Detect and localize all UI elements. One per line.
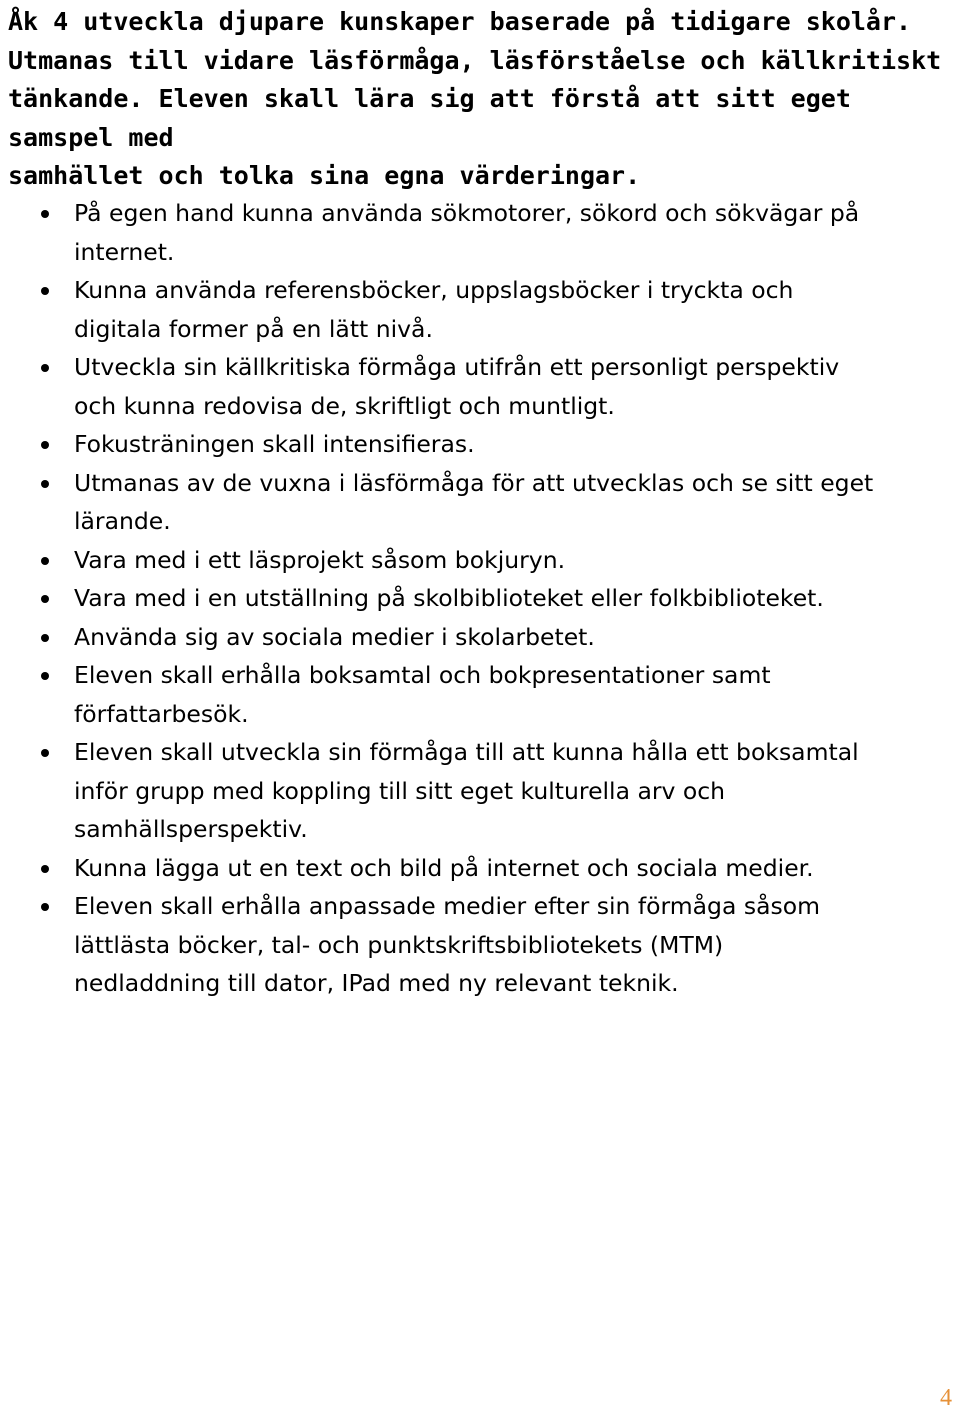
list-item-text: Eleven skall utveckla sin förmåga till att kunna hålla ett boksamtal inför grupp med koppling till sitt eget kulturella arv och samhällsperspektiv.: [74, 738, 859, 843]
bullet-icon: [41, 749, 49, 757]
list-item: [0, 656, 960, 733]
bullet-icon: [41, 441, 49, 449]
list-item-text: Vara med i en utställning på skolbiblioteket eller folkbiblioteket.: [74, 584, 824, 612]
page-number: 4: [940, 1385, 952, 1411]
list-item-text: Utmanas av de vuxna i läsförmåga för att utvecklas och se sitt eget lärande.: [74, 468, 874, 535]
list-item: [0, 733, 960, 849]
list-item-text: Fokusträningen skall intensifieras.: [74, 430, 475, 458]
intro-paragraph: Åk 4 utveckla djupare kunskaper baserade på tidigare skolår. Utmanas till vidare läsförmåga, läsförståelse och källkritiskt tänkande. Eleven skall lära sig att förstå att sitt eget samspel med samhället och tolka sina egna värderingar.: [8, 7, 942, 190]
bullet-icon: [41, 210, 49, 218]
bullet-icon: [41, 634, 49, 642]
bullet-icon: [41, 557, 49, 565]
list-item: [0, 618, 960, 657]
list-item: [0, 271, 960, 348]
bullet-icon: [41, 287, 49, 295]
list-item-text: Kunna använda referensböcker, uppslagsböcker i tryckta och digitala former på en lätt nivå.: [74, 276, 794, 343]
list-item: [0, 425, 960, 464]
list-item-text: Använda sig av sociala medier i skolarbetet.: [74, 622, 595, 651]
list-item: [0, 194, 960, 271]
list-item: [0, 464, 960, 541]
list-item-text: Kunna lägga ut en text och bild på internet och sociala medier.: [74, 853, 814, 882]
goal-list: [0, 194, 960, 1003]
list-item: [0, 887, 960, 1003]
list-item: [0, 849, 960, 888]
list-item-text: Eleven skall erhålla boksamtal och bokpresentationer samt författarbesök.: [74, 661, 771, 728]
list-item: [0, 541, 960, 580]
bullet-icon: [41, 865, 49, 873]
bullet-icon: [41, 480, 49, 488]
list-item-text: Utveckla sin källkritiska förmåga utifrån ett personligt perspektiv och kunna redovisa de, skriftligt och muntligt.: [74, 353, 840, 420]
bullet-icon: [41, 903, 49, 911]
list-item: [0, 579, 960, 618]
list-item-text: På egen hand kunna använda sökmotorer, sökord och sökvägar på internet.: [74, 199, 860, 266]
bullet-icon: [41, 364, 49, 372]
list-item: [0, 348, 960, 425]
bullet-icon: [41, 672, 49, 680]
list-item-text: Eleven skall erhålla anpassade medier efter sin förmåga såsom lättlästa böcker, tal- och punktskriftsbibliotekets (MTM) nedladdning till dator, IPad med ny relevant teknik.: [74, 892, 820, 997]
bullet-icon: [41, 595, 49, 603]
list-item-text: Vara med i ett läsprojekt såsom bokjuryn.: [74, 545, 566, 574]
